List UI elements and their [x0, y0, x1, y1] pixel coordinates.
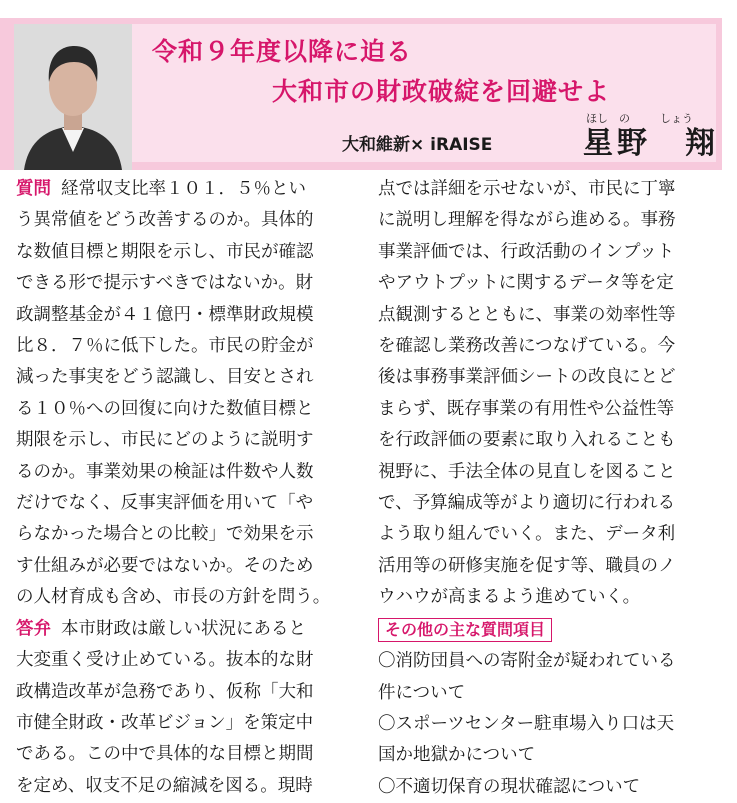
councilor-name: 星野 翔 [583, 126, 719, 161]
answer-line: 後は事務事業評価シートの改良にとど [378, 367, 676, 388]
name-ruby-1: ほし の [586, 112, 630, 125]
answer-line: で、予算編成等がより適切に行われる [378, 493, 676, 514]
answer-line: を定め、収支不足の縮減を図る。現時 [16, 775, 313, 796]
answer-line: 政構造改革が急務であり、仮称「大和 [16, 681, 314, 702]
other-item-line: 〇スポーツセンター駐車場入り口は天 [378, 713, 675, 734]
question-line: 期限を示し、市民にどのように説明す [16, 430, 314, 451]
answer-line: まらず、既存事業の有用性や公益性等 [378, 398, 675, 419]
answer-line: を確認し業務改善につなげている。今 [378, 336, 676, 357]
answer-line: ウハウが高まるよう進めていく。 [378, 587, 641, 608]
headline-line-1: 令和９年度以降に迫る [152, 37, 413, 66]
other-items-heading: その他の主な質問項目 [378, 618, 552, 642]
question-line: の人材育成も含め、市長の方針を問う。 [16, 587, 331, 608]
question-line: う異常値をどう改善するのか。具体的 [16, 210, 314, 231]
right-column [378, 174, 732, 803]
question-text: 経常収支比率１０１．５％とい [61, 179, 306, 199]
answer-line: である。この中で具体的な目標と期間 [16, 744, 314, 765]
other-item-line: 〇不適切保育の現状確認について [378, 776, 641, 797]
question-line: す仕組みが必要ではないか。そのため [16, 555, 314, 576]
question-line: 減った事実をどう認識し、目安とされ [16, 367, 314, 388]
answer-line: 大変重く受け止めている。抜本的な財 [16, 650, 314, 671]
answer-line: 市健全財政・改革ビジョン」を策定中 [16, 712, 314, 733]
headline-line-2: 大和市の財政破綻を回避せよ [272, 77, 611, 106]
question-label: 質問 [16, 179, 51, 199]
answer-line: に説明し理解を得ながら進める。事務 [378, 210, 676, 231]
answer-label: 答弁 [16, 618, 51, 639]
answer-line: やアウトプットに関するデータ等を定 [378, 273, 674, 294]
question-line: だけでなく、反事実評価を用いて「や [16, 493, 314, 514]
answer-line: 事業評価では、行政活動のインプット [378, 241, 675, 262]
other-item-line: 件について [378, 682, 466, 703]
question-line [16, 174, 370, 205]
question-line: 政調整基金が４１億円・標準財政規模 [16, 304, 314, 325]
author-photo [14, 24, 132, 170]
answer-line [16, 614, 370, 645]
answer-text: 本市財政は厳しい状況にあると [61, 618, 306, 639]
left-column [16, 174, 370, 802]
question-line: な数値目標と期限を示し、市民が確認 [16, 241, 314, 262]
person-portrait-icon [14, 24, 132, 170]
answer-line: よう取り組んでいく。また、データ利 [378, 524, 676, 545]
question-line: るのか。事業効果の検証は件数や人数 [16, 461, 314, 482]
question-line: らなかった場合との比較」で効果を示 [16, 524, 314, 545]
other-item-line: 国か地獄かについて [378, 745, 536, 766]
question-line: できる形で提示すべきではないか。財 [16, 273, 314, 294]
answer-line: 視野に、手法全体の見直しを図ること [378, 461, 676, 482]
question-line: る１０％への回復に向けた数値目標と [16, 398, 314, 419]
answer-line: を行政評価の要素に取り入れることも [378, 430, 676, 451]
answer-line: 点観測するとともに、事業の効率性等 [378, 304, 676, 325]
party-name: 大和維新× iRAISE [342, 135, 493, 155]
answer-line: 活用等の研修実施を促す等、職員のノ [378, 555, 676, 576]
other-item-line: 〇消防団員への寄附金が疑われている [378, 651, 676, 672]
answer-line: 点では詳細を示せないが、市民に丁寧 [378, 179, 676, 199]
question-line: 比８．７％に低下した。市民の貯金が [16, 336, 314, 357]
name-ruby-2: しょう [660, 112, 693, 125]
